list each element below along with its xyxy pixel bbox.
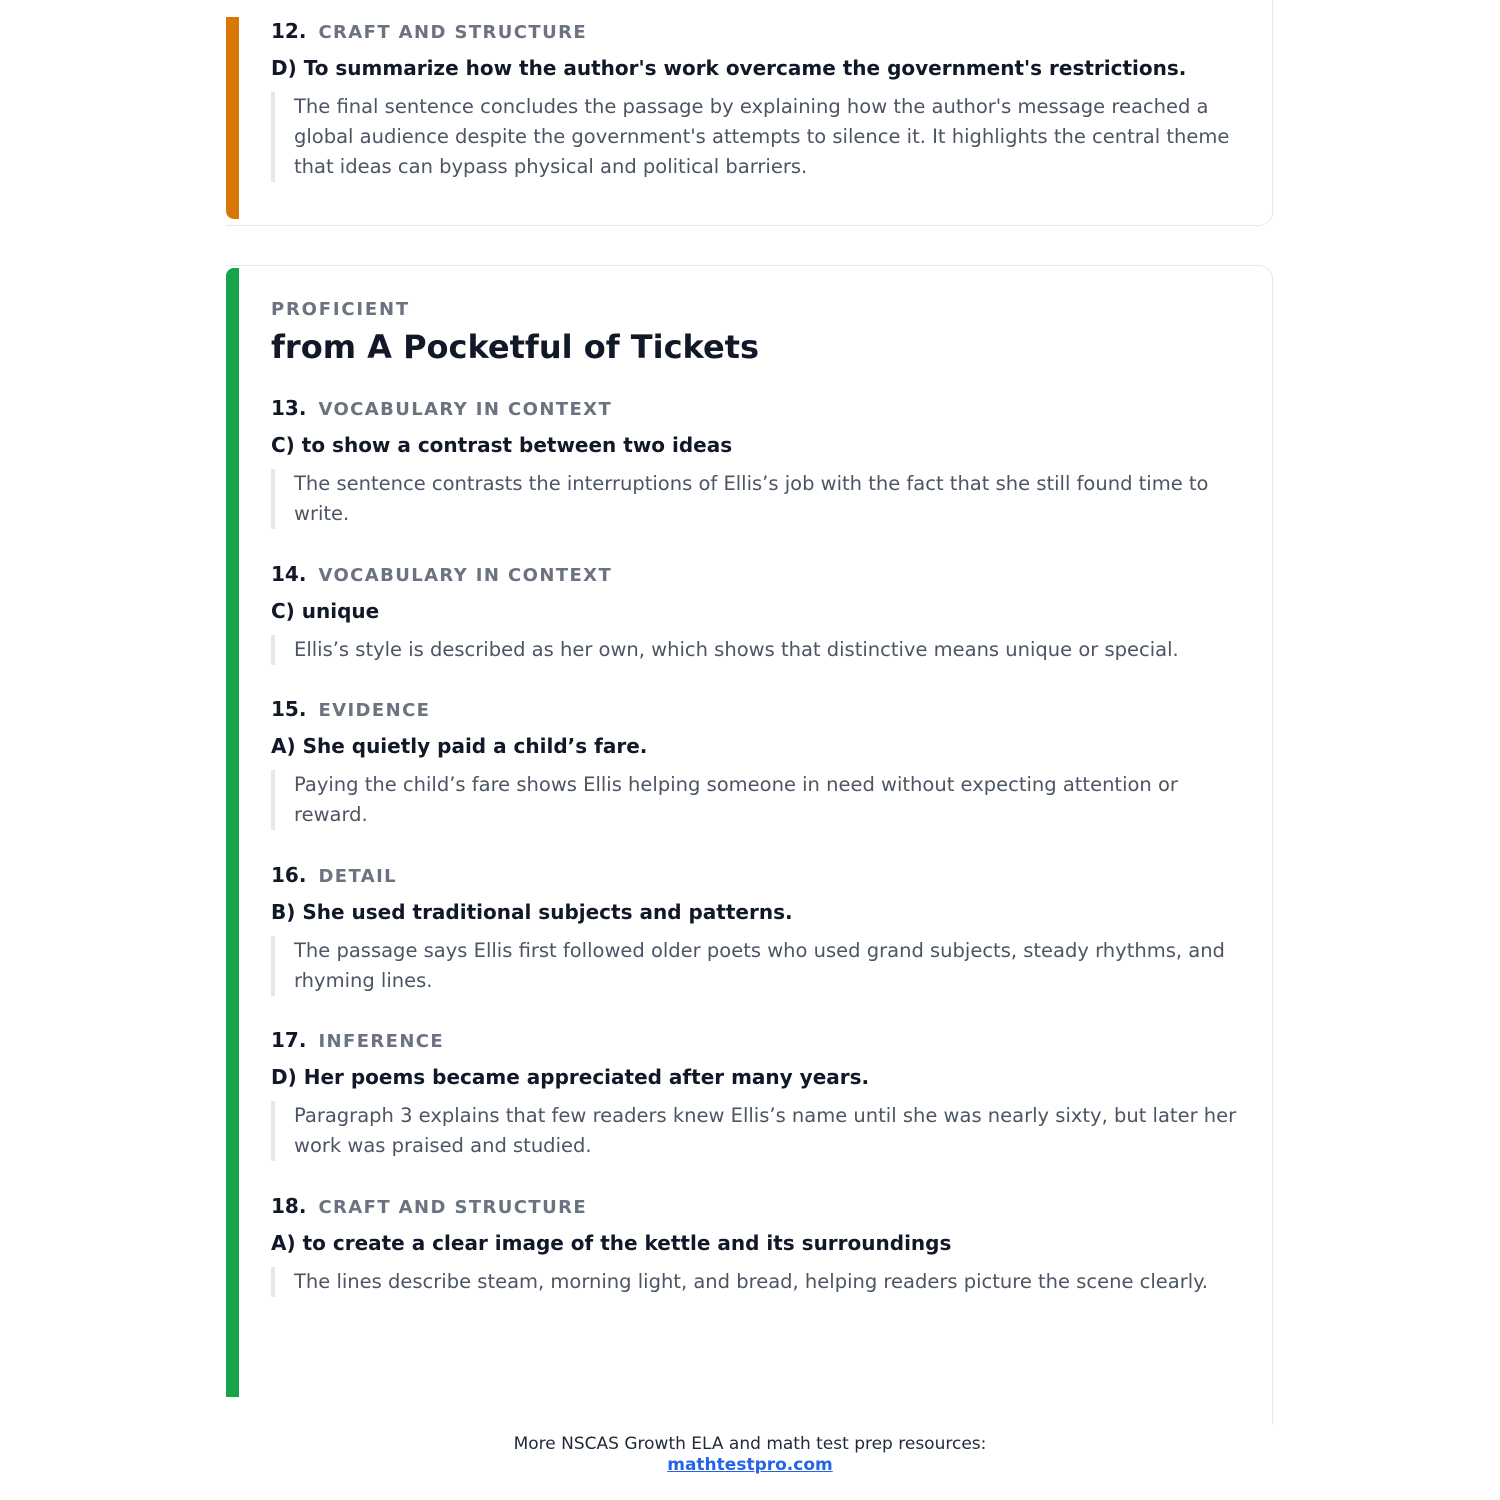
answer-explanation: The sentence contrasts the interruptions of Ellis’s job with the fact that she still found time to write. (271, 469, 1240, 529)
card-accent-stripe (226, 17, 239, 219)
question-number: 15. (271, 697, 307, 721)
answer-item (271, 697, 1240, 830)
question-category: CRAFT AND STRUCTURE (318, 22, 588, 43)
correct-answer: D) Her poems became appreciated after many years. (271, 1065, 870, 1089)
question-header (271, 396, 1240, 420)
question-number: 16. (271, 863, 307, 887)
answer-card-proficient (226, 265, 1273, 1425)
answer-explanation: Paying the child’s fare shows Ellis helping someone in need without expecting attention or reward. (271, 770, 1240, 830)
footer-link[interactable]: mathtestpro.com (667, 1455, 833, 1475)
answer-explanation: Paragraph 3 explains that few readers knew Ellis’s name until she was nearly sixty, but later her work was praised and studied. (271, 1101, 1240, 1161)
proficiency-level: PROFICIENT (271, 299, 410, 320)
question-number: 17. (271, 1028, 307, 1052)
card-accent-stripe (226, 268, 239, 1397)
question-header (271, 562, 1240, 586)
correct-answer: A) to create a clear image of the kettle and its surroundings (271, 1231, 952, 1255)
question-category: VOCABULARY IN CONTEXT (318, 565, 613, 586)
correct-answer: B) She used traditional subjects and patterns. (271, 900, 793, 924)
answer-explanation: Ellis’s style is described as her own, which shows that distinctive means unique or special. (271, 635, 1240, 665)
question-header (271, 19, 1240, 43)
footer-text: More NSCAS Growth ELA and math test prep resources: (513, 1434, 987, 1454)
question-category: DETAIL (318, 866, 398, 887)
question-number: 13. (271, 396, 307, 420)
answer-item (271, 1194, 1240, 1297)
question-header (271, 697, 1240, 721)
question-number: 18. (271, 1194, 307, 1218)
correct-answer: D) To summarize how the author's work overcame the government's restrictions. (271, 56, 1187, 80)
passage-title: from A Pocketful of Tickets (271, 328, 759, 366)
question-category: EVIDENCE (318, 700, 431, 721)
question-category: CRAFT AND STRUCTURE (318, 1197, 588, 1218)
question-number: 14. (271, 562, 307, 586)
question-header (271, 1194, 1240, 1218)
correct-answer: A) She quietly paid a child’s fare. (271, 734, 648, 758)
correct-answer: C) unique (271, 599, 380, 623)
answer-item (271, 562, 1240, 665)
answer-item (271, 396, 1240, 529)
question-header (271, 1028, 1240, 1052)
answer-explanation: The passage says Ellis first followed older poets who used grand subjects, steady rhythms, and rhyming lines. (271, 936, 1240, 996)
answer-explanation: The lines describe steam, morning light, and bread, helping readers picture the scene clearly. (271, 1267, 1240, 1297)
answer-item (271, 1028, 1240, 1161)
question-header (271, 863, 1240, 887)
answer-item (271, 863, 1240, 996)
footer (0, 1434, 1500, 1476)
answer-card-previous (226, 0, 1273, 226)
question-category: INFERENCE (318, 1031, 445, 1052)
question-category: VOCABULARY IN CONTEXT (318, 399, 613, 420)
answer-explanation: The final sentence concludes the passage by explaining how the author's message reached a global audience despite the government's attempts to silence it. It highlights the central theme that ideas can bypass physical and political barriers. (271, 92, 1240, 182)
correct-answer: C) to show a contrast between two ideas (271, 433, 733, 457)
question-number: 12. (271, 19, 307, 43)
answer-item (271, 19, 1240, 182)
